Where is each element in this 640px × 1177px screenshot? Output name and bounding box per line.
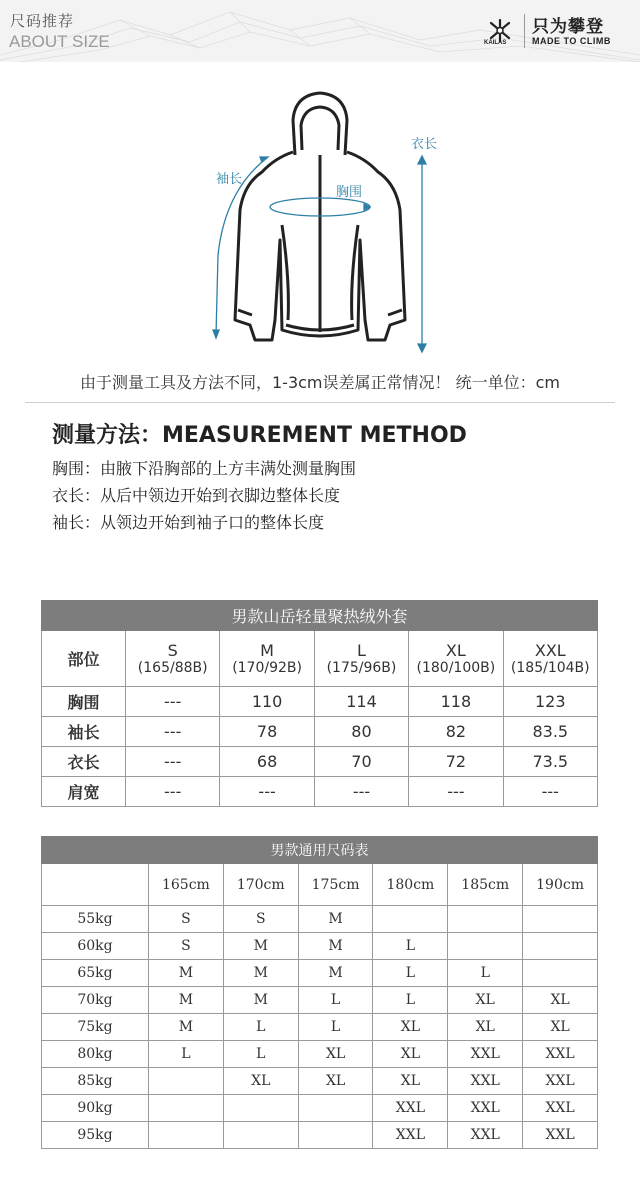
chest-label: 胸围 (336, 185, 363, 200)
weight-label: 80kg (42, 1041, 149, 1068)
table-cell: XXL (448, 1068, 523, 1095)
jacket-measurement-diagram (180, 80, 460, 360)
section-subtitle: ABOUT SIZE (9, 32, 110, 51)
table-cell (448, 906, 523, 933)
weight-label: 90kg (42, 1095, 149, 1122)
table-row (42, 1122, 598, 1149)
table-row (42, 1095, 598, 1122)
table-cell: L (373, 933, 448, 960)
table-cell: 80 (314, 717, 408, 747)
row-label: 袖长 (42, 717, 126, 747)
table-cell: --- (314, 777, 408, 807)
table-cell: L (223, 1041, 298, 1068)
table-cell: XXL (523, 1068, 598, 1095)
size-table (41, 600, 598, 807)
table-cell: XL (298, 1041, 373, 1068)
table-cell: --- (126, 777, 220, 807)
table-cell (149, 1122, 224, 1149)
size-table-title: 男款山岳轻量聚热绒外套 (42, 601, 598, 631)
table-cell: 70 (314, 747, 408, 777)
table-cell: L (373, 960, 448, 987)
table-cell: 78 (220, 717, 314, 747)
table-cell: XXL (523, 1041, 598, 1068)
table-cell: --- (126, 717, 220, 747)
table-cell: XXL (523, 1122, 598, 1149)
table-cell: M (223, 960, 298, 987)
size-header: M (170/92B) (220, 631, 314, 687)
page-header (0, 0, 640, 62)
table-cell: S (223, 906, 298, 933)
size-table-title-row (42, 601, 598, 631)
divider-line (25, 402, 615, 403)
method-line-sleeve: 袖长：从领边开始到袖子口的整体长度 (52, 513, 325, 532)
table-row (42, 777, 598, 807)
table-cell: --- (409, 777, 503, 807)
table-row (42, 1041, 598, 1068)
table-cell: M (298, 960, 373, 987)
table-cell: --- (126, 747, 220, 777)
table-cell: XXL (448, 1041, 523, 1068)
table-cell (149, 1068, 224, 1095)
table-cell: 114 (314, 687, 408, 717)
table-cell: XL (373, 1014, 448, 1041)
table-cell: 68 (220, 747, 314, 777)
table-row (42, 747, 598, 777)
weight-label: 55kg (42, 906, 149, 933)
section-title: 尺码推荐 (10, 12, 75, 30)
table-cell: XXL (448, 1095, 523, 1122)
weight-label: 65kg (42, 960, 149, 987)
table-cell: XL (373, 1068, 448, 1095)
table-cell: M (223, 933, 298, 960)
general-size-table (41, 836, 598, 1149)
brand-logo (482, 12, 632, 50)
table-row (42, 1068, 598, 1095)
table-cell: 73.5 (503, 747, 597, 777)
table-row (42, 906, 598, 933)
table-cell (298, 1122, 373, 1149)
table-cell: L (223, 1014, 298, 1041)
table-cell: L (448, 960, 523, 987)
table-row (42, 960, 598, 987)
table-cell: XL (373, 1041, 448, 1068)
table-cell: S (149, 906, 224, 933)
general-table-corner (42, 864, 149, 906)
table-cell: 72 (409, 747, 503, 777)
logo-divider (524, 14, 525, 48)
height-header: 180cm (373, 864, 448, 906)
height-header: 165cm (149, 864, 224, 906)
table-cell: L (373, 987, 448, 1014)
table-cell: L (298, 987, 373, 1014)
size-table-header-row (42, 631, 598, 687)
table-cell (223, 1095, 298, 1122)
size-header: S (165/88B) (126, 631, 220, 687)
table-cell: XL (298, 1068, 373, 1095)
brand-slogan-en: MADE TO CLIMB (532, 36, 611, 46)
size-header: XXL (185/104B) (503, 631, 597, 687)
table-cell (298, 1095, 373, 1122)
table-cell: XL (523, 1014, 598, 1041)
general-table-header-row (42, 864, 598, 906)
table-cell: XL (448, 1014, 523, 1041)
brand-slogan-cn: 只为攀登 (532, 17, 604, 37)
table-cell (523, 906, 598, 933)
table-row (42, 987, 598, 1014)
table-cell: S (149, 933, 224, 960)
method-line-length: 衣长：从后中领边开始到衣脚边整体长度 (52, 486, 341, 505)
table-cell: L (298, 1014, 373, 1041)
table-cell: XXL (523, 1095, 598, 1122)
table-cell: XXL (373, 1095, 448, 1122)
table-cell: M (149, 1014, 224, 1041)
method-line-chest: 胸围：由腋下沿胸部的上方丰满处测量胸围 (52, 459, 357, 478)
table-cell: M (298, 933, 373, 960)
weight-label: 95kg (42, 1122, 149, 1149)
table-row (42, 717, 598, 747)
general-table-title-row (42, 837, 598, 864)
brand-name: KAILAS (484, 40, 507, 46)
table-row (42, 687, 598, 717)
table-cell: XXL (448, 1122, 523, 1149)
table-cell: 123 (503, 687, 597, 717)
table-cell: --- (503, 777, 597, 807)
table-cell (373, 906, 448, 933)
table-cell: M (149, 960, 224, 987)
table-cell: 83.5 (503, 717, 597, 747)
table-cell: 118 (409, 687, 503, 717)
table-cell: XL (223, 1068, 298, 1095)
table-cell: M (149, 987, 224, 1014)
measurement-note: 由于测量工具及方法不同，1-3cm误差属正常情况！ 统一单位：cm (80, 373, 560, 392)
general-table-title: 男款通用尺码表 (42, 837, 598, 864)
table-cell: XL (448, 987, 523, 1014)
length-label: 衣长 (411, 137, 438, 152)
height-header: 185cm (448, 864, 523, 906)
table-cell: 110 (220, 687, 314, 717)
table-cell (149, 1095, 224, 1122)
row-label: 胸围 (42, 687, 126, 717)
method-title: 测量方法：MEASUREMENT METHOD (52, 423, 467, 448)
table-cell: --- (126, 687, 220, 717)
row-label: 衣长 (42, 747, 126, 777)
size-header: XL (180/100B) (409, 631, 503, 687)
table-cell (223, 1122, 298, 1149)
height-header: 170cm (223, 864, 298, 906)
table-cell: 82 (409, 717, 503, 747)
size-header: L (175/96B) (314, 631, 408, 687)
table-cell: XXL (373, 1122, 448, 1149)
height-header: 175cm (298, 864, 373, 906)
table-cell: L (149, 1041, 224, 1068)
weight-label: 70kg (42, 987, 149, 1014)
table-cell (523, 933, 598, 960)
height-header: 190cm (523, 864, 598, 906)
size-table-corner: 部位 (42, 631, 126, 687)
table-cell (448, 933, 523, 960)
table-row (42, 1014, 598, 1041)
table-cell: --- (220, 777, 314, 807)
table-cell: M (298, 906, 373, 933)
table-cell: XL (523, 987, 598, 1014)
table-cell (523, 960, 598, 987)
weight-label: 75kg (42, 1014, 149, 1041)
weight-label: 60kg (42, 933, 149, 960)
table-row (42, 933, 598, 960)
row-label: 肩宽 (42, 777, 126, 807)
table-cell: M (223, 987, 298, 1014)
sleeve-label: 袖长 (216, 172, 243, 187)
weight-label: 85kg (42, 1068, 149, 1095)
